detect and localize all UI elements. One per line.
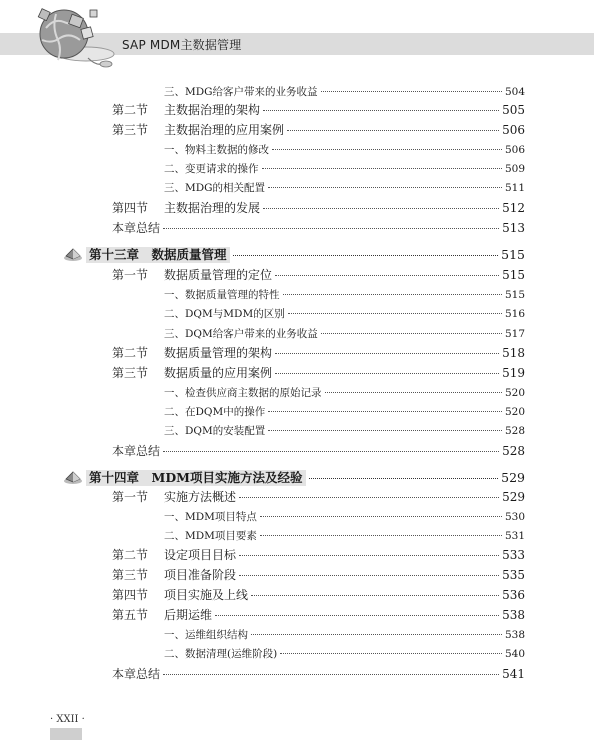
dot-leader <box>275 353 499 354</box>
dot-leader <box>263 110 499 111</box>
toc-entry-label: 项目准备阶段 <box>164 568 237 582</box>
dot-leader <box>272 149 502 150</box>
dot-leader <box>251 595 499 596</box>
toc-entry-page: 517 <box>504 328 525 340</box>
header-title: SAP MDM主数据管理 <box>122 38 242 52</box>
toc-entry-label: 一、运维组织结构 <box>164 629 248 641</box>
toc-entry[interactable] <box>164 143 525 157</box>
toc-entry[interactable] <box>164 424 525 438</box>
toc-entry-label: 三、DQM给客户带来的业务收益 <box>164 328 318 340</box>
toc-entry-label: 一、检查供应商主数据的原始记录 <box>164 387 322 399</box>
toc-entry[interactable] <box>164 181 525 195</box>
dot-leader <box>268 187 502 188</box>
footer-band <box>50 728 82 740</box>
toc-entry-page: 504 <box>504 86 525 98</box>
dot-leader <box>309 478 499 479</box>
dot-leader <box>215 615 499 616</box>
toc-entry-label: 一、数据质量管理的特性 <box>164 289 280 301</box>
dot-leader <box>163 674 499 675</box>
toc-entry[interactable] <box>164 510 525 524</box>
toc-entry-page: 519 <box>502 366 525 380</box>
dot-leader <box>283 294 502 295</box>
toc-entry[interactable] <box>164 85 525 99</box>
toc-entry-label: 一、MDM项目特点 <box>164 511 257 523</box>
toc-entry-label: 本章总结 <box>112 444 161 458</box>
toc-entry-label: 三、MDG的相关配置 <box>164 182 266 194</box>
dot-leader <box>275 275 499 276</box>
toc-entry-label: 二、DQM与MDM的区别 <box>164 308 285 320</box>
dot-leader <box>233 255 499 256</box>
section-number: 第三节 <box>112 123 149 137</box>
toc-entry-page: 512 <box>502 201 525 215</box>
dot-leader <box>263 208 499 209</box>
chapter-title: 第十四章 MDM项目实施方法及经验 <box>86 470 306 486</box>
toc-entry-label: 二、MDM项目要素 <box>164 530 257 542</box>
dot-leader <box>275 373 499 374</box>
toc-entry-page: 513 <box>502 221 525 235</box>
chapter-title: 第十三章 数据质量管理 <box>86 247 230 263</box>
toc-entry-page: 511 <box>504 182 525 194</box>
toc-entry-label: 二、数据清理(运维阶段) <box>164 648 278 660</box>
toc-section-entry[interactable] <box>112 366 525 380</box>
toc-entry-page: 506 <box>504 144 525 156</box>
section-number: 第二节 <box>112 346 149 360</box>
toc-entry-page: 515 <box>504 289 525 301</box>
section-number: 第三节 <box>112 568 149 582</box>
section-number: 第四节 <box>112 588 149 602</box>
dot-leader <box>268 411 502 412</box>
dot-leader <box>239 497 499 498</box>
toc-entry-page: 531 <box>504 530 525 542</box>
toc-section-entry[interactable] <box>112 268 525 282</box>
toc-entry-label: 实施方法概述 <box>164 490 237 504</box>
toc-entry-page: 515 <box>502 268 525 282</box>
dot-leader <box>163 451 499 452</box>
toc-section-entry[interactable] <box>112 103 525 117</box>
toc-entry[interactable] <box>164 529 525 543</box>
toc-entry-label: 项目实施及上线 <box>164 588 249 602</box>
toc-section-entry[interactable] <box>112 201 525 215</box>
toc-entry[interactable] <box>164 307 525 321</box>
toc-section-entry[interactable] <box>112 588 525 602</box>
toc-entry-page: 533 <box>502 548 525 562</box>
toc-entry-page: 528 <box>504 425 525 437</box>
dot-leader <box>287 130 499 131</box>
toc-entry-page: 520 <box>504 406 525 418</box>
toc-entry-page: 540 <box>504 648 525 660</box>
toc-entry-page: 505 <box>502 103 525 117</box>
section-number: 第一节 <box>112 490 149 504</box>
toc-section-entry[interactable] <box>112 568 525 582</box>
toc-entry[interactable] <box>164 405 525 419</box>
toc-summary-entry[interactable] <box>112 444 525 458</box>
dot-leader <box>288 313 502 314</box>
toc-entry-label: 本章总结 <box>112 667 161 681</box>
globe-puzzle-logo-icon <box>26 2 118 72</box>
toc-entry-page: 506 <box>502 123 525 137</box>
dot-leader <box>239 575 499 576</box>
dot-leader <box>321 333 502 334</box>
toc-entry-page: 536 <box>502 588 525 602</box>
toc-entry-label: 三、MDG给客户带来的业务收益 <box>164 86 318 98</box>
chapter-bullet-icon <box>62 469 84 485</box>
toc-entry-page: 530 <box>504 511 525 523</box>
toc-entry-label: 本章总结 <box>112 221 161 235</box>
dot-leader <box>325 392 502 393</box>
toc-section-entry[interactable] <box>112 346 525 360</box>
section-number: 第二节 <box>112 548 149 562</box>
toc-entry-label: 二、在DQM中的操作 <box>164 406 266 418</box>
section-number: 第四节 <box>112 201 149 215</box>
dot-leader <box>280 653 502 654</box>
toc-entry-label: 三、DQM的安装配置 <box>164 425 266 437</box>
toc-entry-page: 515 <box>501 247 525 262</box>
toc-entry[interactable] <box>164 647 525 661</box>
toc-entry-page: 509 <box>504 163 525 175</box>
toc-entry-label: 数据质量管理的架构 <box>164 346 273 360</box>
toc-entry-label: 一、物料主数据的修改 <box>164 144 269 156</box>
page-number: · XXII · <box>50 714 85 725</box>
dot-leader <box>163 228 499 229</box>
toc-entry-page: 518 <box>502 346 525 360</box>
section-number: 第三节 <box>112 366 149 380</box>
dot-leader <box>268 430 502 431</box>
toc-entry-label: 二、变更请求的操作 <box>164 163 259 175</box>
dot-leader <box>260 535 502 536</box>
toc-entry-page: 520 <box>504 387 525 399</box>
toc-entry-page: 529 <box>501 470 525 485</box>
dot-leader <box>262 168 502 169</box>
toc-section-entry[interactable] <box>112 608 525 622</box>
section-number: 第二节 <box>112 103 149 117</box>
chapter-bullet-icon <box>62 246 84 262</box>
toc-entry-page: 516 <box>504 308 525 320</box>
toc-entry[interactable] <box>164 288 525 302</box>
toc-entry[interactable] <box>164 386 525 400</box>
toc-chapter-entry[interactable] <box>86 470 525 486</box>
toc-entry-page: 538 <box>502 608 525 622</box>
dot-leader <box>321 91 502 92</box>
toc-entry-page: 535 <box>502 568 525 582</box>
toc-entry[interactable] <box>164 162 525 176</box>
toc-entry-page: 529 <box>502 490 525 504</box>
toc-entry-label: 主数据治理的发展 <box>164 201 261 215</box>
toc-entry-page: 541 <box>502 667 525 681</box>
section-number: 第一节 <box>112 268 149 282</box>
toc-section-entry[interactable] <box>112 548 525 562</box>
toc-entry-label: 数据质量管理的定位 <box>164 268 273 282</box>
section-number: 第五节 <box>112 608 149 622</box>
toc-section-entry[interactable] <box>112 123 525 137</box>
dot-leader <box>260 516 502 517</box>
dot-leader <box>251 634 502 635</box>
toc-entry-page: 528 <box>502 444 525 458</box>
toc-entry[interactable] <box>164 628 525 642</box>
toc-summary-entry[interactable] <box>112 667 525 681</box>
toc-section-entry[interactable] <box>112 490 525 504</box>
toc-entry-label: 主数据治理的架构 <box>164 103 261 117</box>
toc-chapter-entry[interactable] <box>86 247 525 263</box>
dot-leader <box>239 555 499 556</box>
toc-entry-label: 设定项目目标 <box>164 548 237 562</box>
toc-entry[interactable] <box>164 327 525 341</box>
toc-entry-label: 数据质量的应用案例 <box>164 366 273 380</box>
toc-entry-label: 后期运维 <box>164 608 213 622</box>
toc-entry-label: 主数据治理的应用案例 <box>164 123 285 137</box>
toc-summary-entry[interactable] <box>112 221 525 235</box>
toc-entry-page: 538 <box>504 629 525 641</box>
